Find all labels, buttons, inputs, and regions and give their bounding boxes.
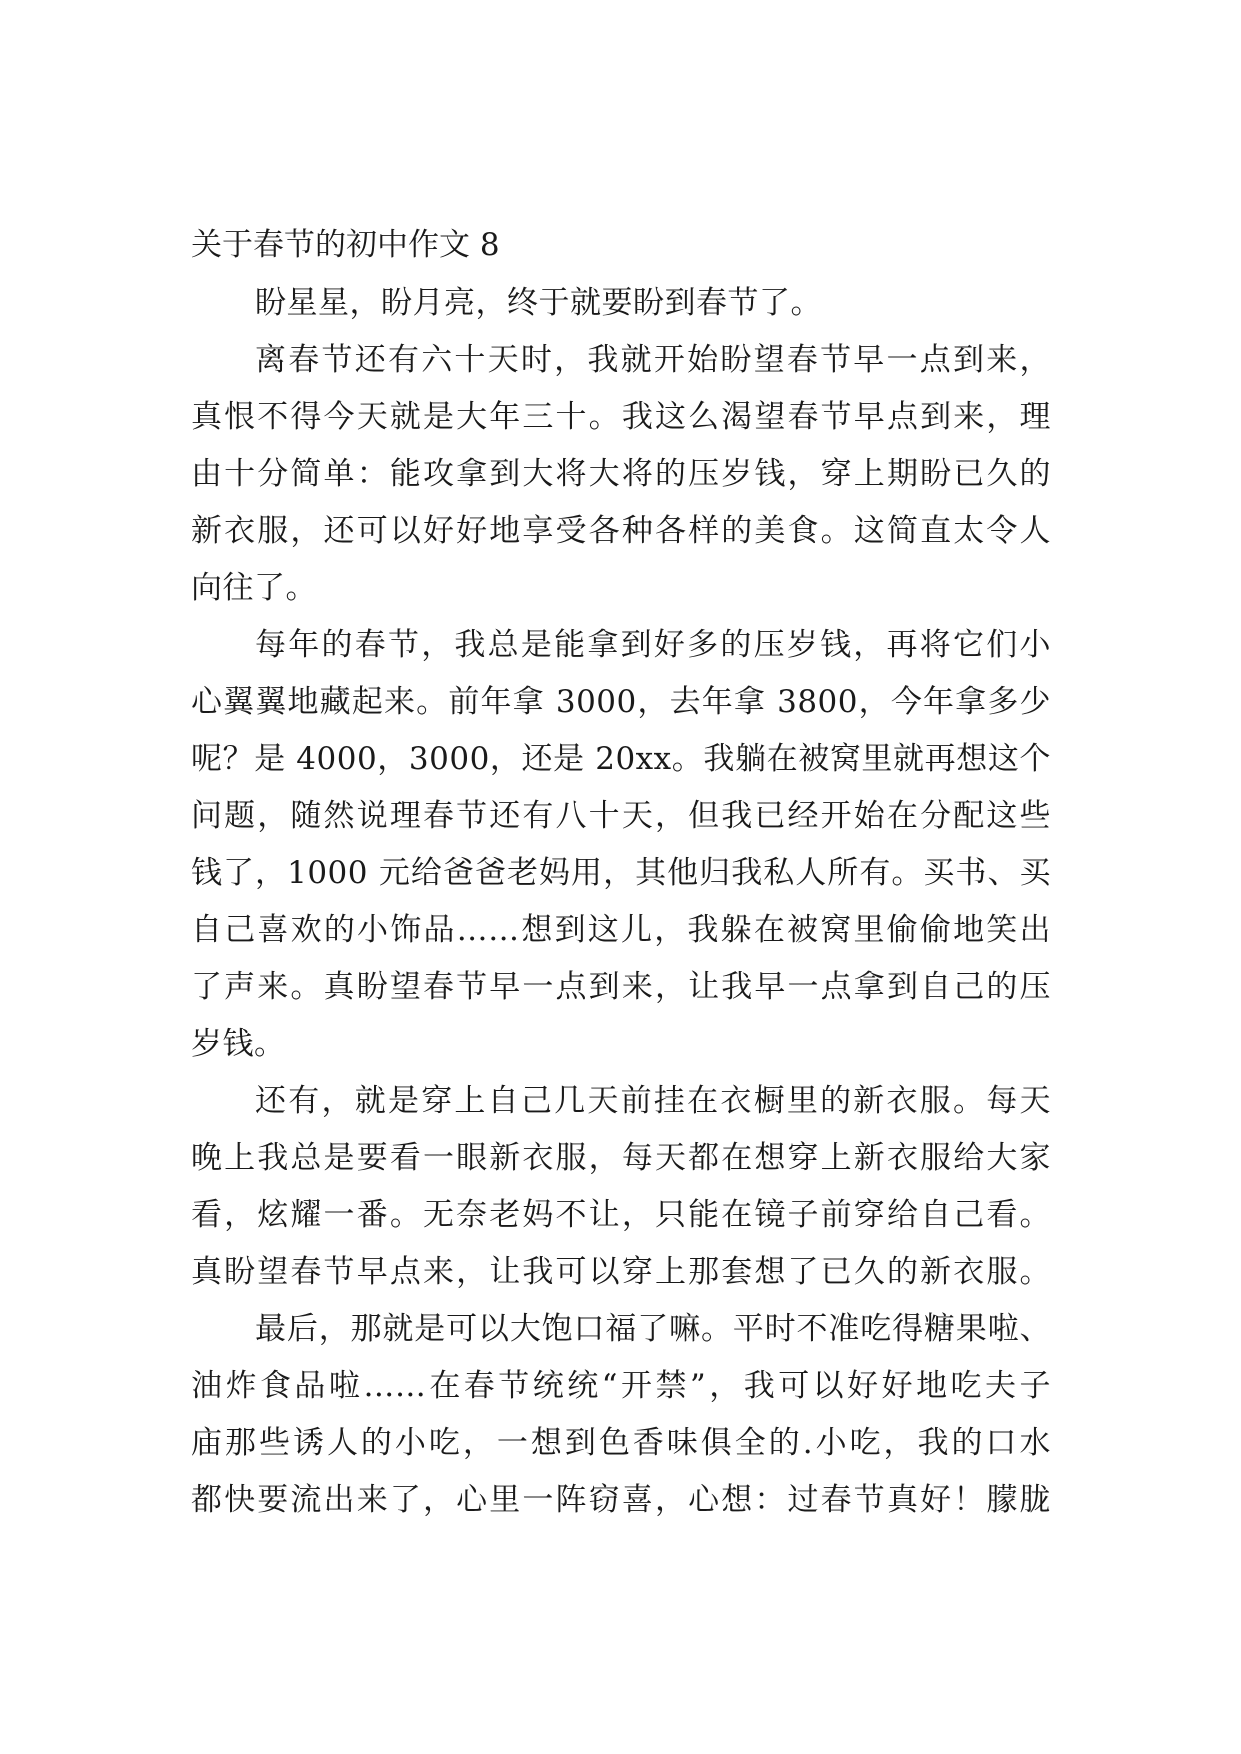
text-line: 晚上我总是要看一眼新衣服，每天都在想穿上新衣服给大家 <box>191 1140 1051 1176</box>
text-line: 每年的春节，我总是能拿到好多的压岁钱，再将它们小 <box>255 627 1051 663</box>
essay-title: 关于春节的初中作文 8 <box>191 227 500 263</box>
document-body <box>191 219 1051 1529</box>
text-line: 向往了。 <box>191 570 317 606</box>
text-line: 呢？是 4000，3000，还是 20xx。我躺在被窝里就再想这个 <box>191 741 1051 777</box>
text-line: 最后，那就是可以大饱口福了嘛。平时不准吃得糖果啦、 <box>255 1311 1051 1347</box>
text-line: 盼星星，盼月亮，终于就要盼到春节了。 <box>255 285 822 321</box>
text-line: 还有，就是穿上自己几天前挂在衣橱里的新衣服。每天 <box>255 1083 1051 1119</box>
text-line: 自己喜欢的小饰品……想到这儿，我躲在被窝里偷偷地笑出 <box>191 912 1051 948</box>
text-line: 看，炫耀一番。无奈老妈不让，只能在镜子前穿给自己看。 <box>191 1197 1051 1233</box>
text-line: 钱了，1000 元给爸爸老妈用，其他归我私人所有。买书、买 <box>191 855 1051 891</box>
text-line: 真盼望春节早点来，让我可以穿上那套想了已久的新衣服。 <box>191 1254 1051 1290</box>
text-line: 心翼翼地藏起来。前年拿 3000，去年拿 3800，今年拿多少 <box>191 684 1051 720</box>
text-line: 真恨不得今天就是大年三十。我这么渴望春节早点到来，理 <box>191 399 1051 435</box>
text-line: 离春节还有六十天时，我就开始盼望春节早一点到来， <box>255 342 1051 378</box>
text-line: 新衣服，还可以好好地享受各种各样的美食。这简直太令人 <box>191 513 1051 549</box>
text-line: 问题，随然说理春节还有八十天，但我已经开始在分配这些 <box>191 798 1051 834</box>
text-line: 都快要流出来了，心里一阵窃喜，心想：过春节真好！朦胧 <box>191 1482 1051 1518</box>
essay-text <box>191 275 1051 1529</box>
text-line: 岁钱。 <box>191 1026 286 1062</box>
text-line: 了声来。真盼望春节早一点到来，让我早一点拿到自己的压 <box>191 969 1051 1005</box>
text-line: 由十分简单：能攻拿到大将大将的压岁钱，穿上期盼已久的 <box>191 456 1051 492</box>
text-line: 庙那些诱人的小吃，一想到色香味俱全的.小吃，我的口水 <box>191 1425 1051 1461</box>
text-line: 油炸食品啦……在春节统统“开禁”，我可以好好地吃夫子 <box>191 1368 1051 1404</box>
